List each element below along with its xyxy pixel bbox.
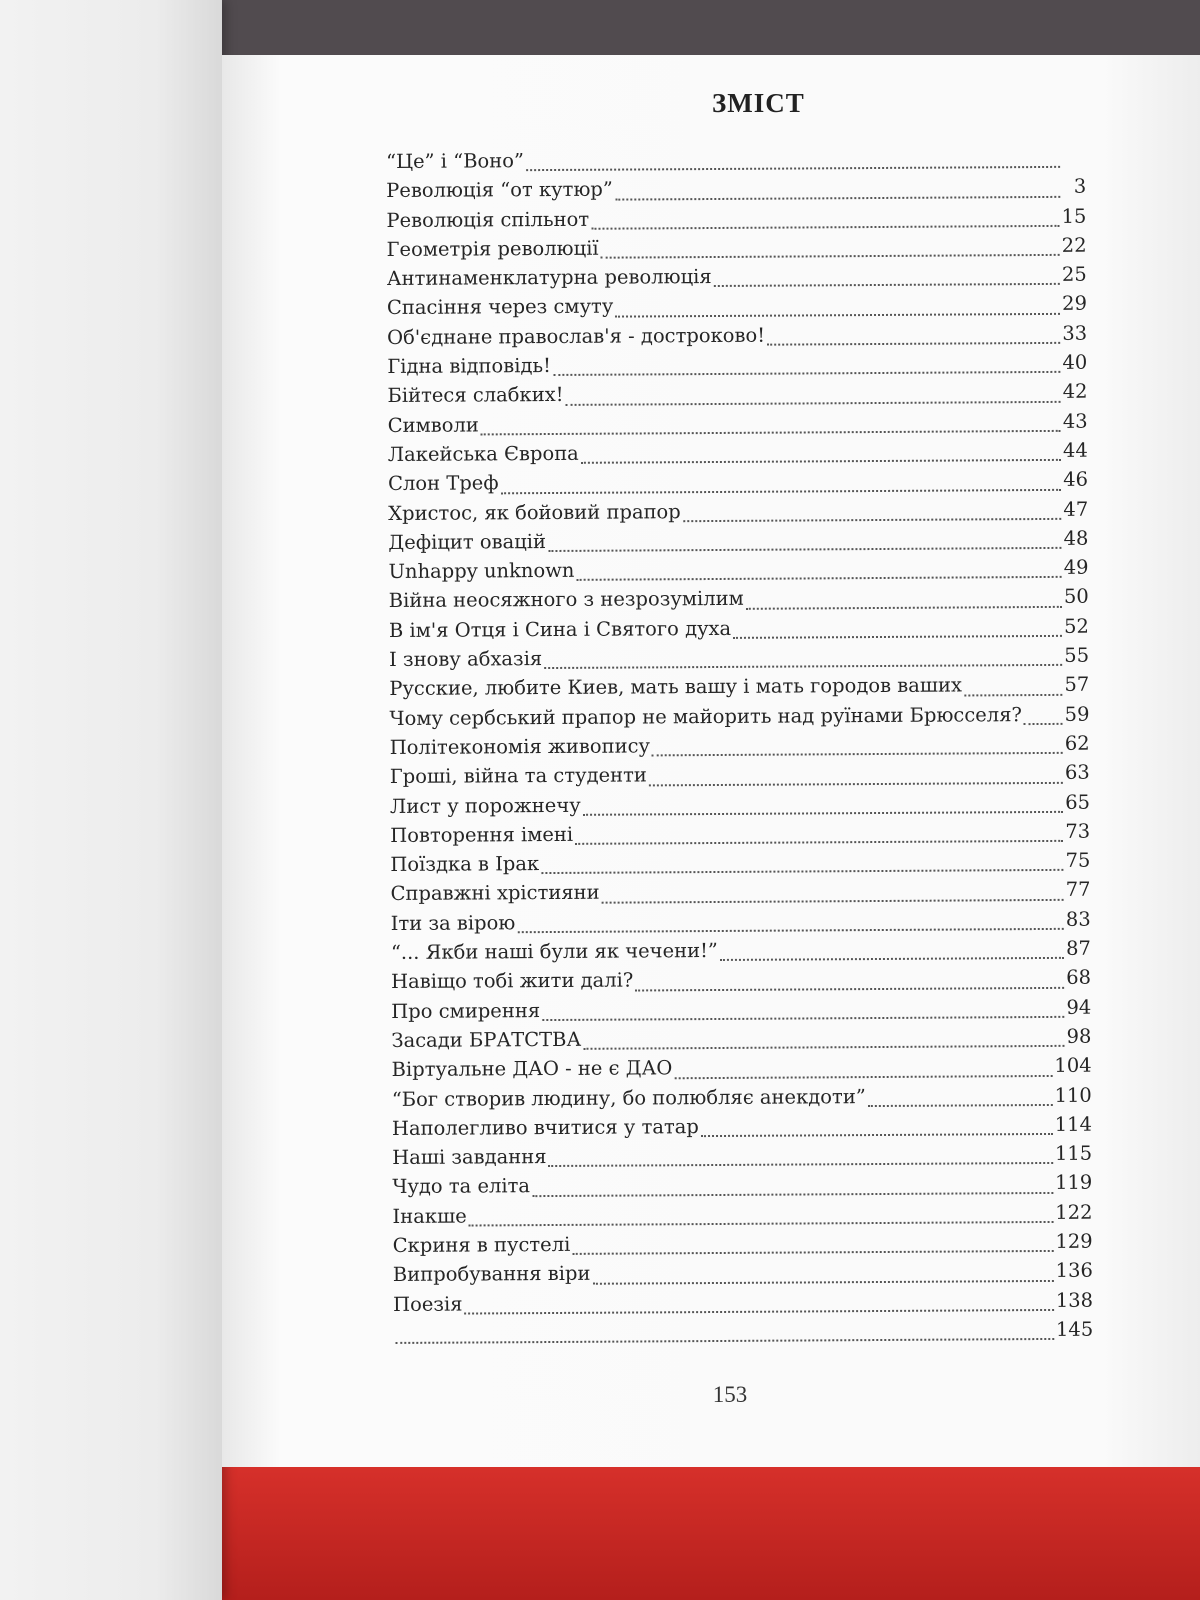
toc-entry-page: 122	[1055, 1200, 1093, 1224]
toc-entry-page: 33	[1062, 321, 1088, 345]
toc-entry-page: 115	[1054, 1141, 1093, 1166]
toc-leader-dots	[583, 810, 1064, 816]
toc-leader-dots	[566, 400, 1061, 406]
toc-entry-title: Революція “от кутюр”	[386, 177, 613, 203]
toc-entry	[390, 820, 1090, 854]
toc-entry	[389, 556, 1089, 590]
toc-leader-dots	[767, 341, 1060, 346]
toc-entry-page: 47	[1063, 497, 1089, 521]
toc-entry-title: “Це” і “Воно”	[386, 149, 525, 173]
toc-entry	[391, 907, 1091, 941]
toc-entry	[391, 937, 1091, 971]
toc-entry	[391, 1025, 1091, 1059]
toc-entry-page: 43	[1062, 409, 1088, 433]
toc-leader-dots	[868, 1103, 1053, 1107]
toc-entry-title: Антинаменклатурна революція	[386, 265, 712, 291]
toc-entry-title: Наші завдання	[392, 1145, 547, 1170]
toc-entry	[388, 468, 1088, 502]
toc-entry	[387, 292, 1087, 326]
toc-leader-dots	[576, 575, 1061, 581]
toc-entry-page: 48	[1063, 526, 1089, 550]
toc-entry-title: Наполегливо вчитися у татар	[391, 1114, 699, 1140]
toc-leader-dots	[469, 1220, 1054, 1227]
toc-entry	[392, 1083, 1092, 1117]
toc-entry-page: 3	[1073, 175, 1087, 199]
toc-leader-dots	[532, 1191, 1053, 1197]
toc-entry-title: Чому сербський прапор не майорить над руїнами Брюсселя?	[389, 702, 1022, 730]
toc-leader-dots	[591, 224, 1059, 230]
toc-entry-title: “Бог створив людину, бо полюбляє анекдоти”	[391, 1084, 866, 1111]
toc-entry-page: 59	[1064, 702, 1090, 726]
toc-leader-dots	[526, 165, 1060, 171]
toc-entry-page: 62	[1064, 731, 1090, 755]
toc-entry-title: “... Якби наші були як чечени!”	[390, 939, 718, 965]
toc-entry	[393, 1259, 1093, 1293]
left-page	[0, 0, 222, 1600]
toc-entry-title: Лист у порожнечу	[389, 793, 581, 818]
toc-entry-page: 68	[1066, 966, 1092, 990]
toc-leader-dots	[714, 282, 1060, 287]
toc-entry-title: Символи	[387, 413, 479, 437]
toc-entry-page: 46	[1063, 467, 1089, 492]
toc-entry	[393, 1288, 1093, 1322]
toc-entry	[391, 995, 1091, 1029]
toc-entry	[389, 702, 1089, 736]
toc-entry	[389, 614, 1089, 648]
toc-entry-title: Повторення імені	[390, 822, 574, 847]
toc-entry-page: 15	[1061, 204, 1087, 228]
toc-entry	[387, 380, 1087, 414]
toc-leader-dots	[553, 370, 1061, 376]
toc-entry-title: Випробування віри	[392, 1262, 591, 1287]
toc-entry-page: 83	[1065, 907, 1091, 931]
toc-entry-title: Віртуальне ДАО - не є ДАО	[391, 1056, 673, 1082]
toc-entry-page: 52	[1064, 614, 1089, 638]
toc-entry	[388, 439, 1088, 473]
toc-entry	[390, 790, 1090, 824]
toc-entry-title: Революція спільнот	[386, 207, 590, 232]
page-title: ЗМІСТ	[712, 88, 805, 118]
toc-entry-page: 29	[1062, 292, 1088, 316]
toc-entry-page: 22	[1061, 233, 1087, 257]
toc-entry-title: Гідна відповідь!	[387, 354, 551, 379]
toc-entry-page: 75	[1065, 848, 1091, 872]
toc-entry-page: 44	[1062, 438, 1088, 462]
toc-entry-title: Чудо та еліта	[392, 1174, 531, 1199]
toc-leader-dots	[465, 1308, 1054, 1315]
toc-entry	[389, 585, 1089, 619]
toc-entry	[390, 878, 1090, 912]
toc-entry	[392, 1054, 1092, 1088]
toc-entry-title: Справжні хрістияни	[390, 881, 600, 906]
toc-entry	[386, 204, 1086, 238]
toc-entry	[386, 175, 1086, 209]
toc-entry	[387, 322, 1087, 356]
toc-leader-dots	[615, 194, 1060, 200]
toc-entry	[387, 234, 1087, 268]
toc-leader-dots	[549, 1161, 1053, 1167]
toc-entry	[390, 849, 1090, 883]
toc-leader-dots	[683, 517, 1062, 522]
toc-entry-title: Гроші, війна та студенти	[389, 763, 647, 789]
toc-leader-dots	[541, 868, 1063, 874]
page-number: 153	[712, 1382, 748, 1407]
toc-entry-title: Геометрія революції	[386, 236, 599, 261]
toc-entry-page: 129	[1055, 1229, 1093, 1253]
toc-entry-page: 63	[1064, 760, 1090, 785]
toc-entry-title: І знову абхазія	[389, 647, 543, 672]
toc-entry-title: Інакше	[392, 1204, 467, 1228]
toc-entry-page: 87	[1065, 936, 1091, 960]
toc-leader-dots	[635, 985, 1064, 991]
toc-entry	[388, 497, 1088, 531]
toc-entry	[393, 1230, 1093, 1264]
toc-entry-page: 77	[1065, 878, 1091, 902]
toc-entry-title: Лакейська Європа	[387, 441, 579, 466]
toc-entry-page: 50	[1063, 585, 1089, 609]
toc-leader-dots	[544, 663, 1062, 669]
toc-leader-dots	[602, 898, 1064, 904]
toc-leader-dots	[395, 1337, 1054, 1344]
toc-leader-dots	[649, 780, 1063, 786]
toc-entry-page: 65	[1065, 790, 1091, 814]
toc-entry-title: Навіщо тобі жити далі?	[391, 968, 634, 994]
toc-leader-dots	[592, 1279, 1053, 1285]
book-cover-edge	[180, 1460, 1200, 1600]
toc-leader-dots	[746, 605, 1062, 610]
toc-leader-dots	[548, 546, 1062, 552]
toc-entry-title: Бійтеся слабких!	[387, 383, 564, 408]
toc-entry-title: В ім'я Отця і Сина і Святого духа	[388, 616, 732, 642]
toc-entry-title: Про смирення	[391, 998, 541, 1023]
toc-entry-page: 49	[1063, 555, 1089, 580]
toc-entry-page: 136	[1055, 1258, 1093, 1283]
toc-leader-dots	[581, 458, 1061, 464]
toc-entry	[389, 644, 1089, 678]
toc-leader-dots	[572, 1249, 1053, 1255]
toc-entry-title: Поезія	[392, 1292, 463, 1316]
toc-entry	[388, 409, 1088, 443]
toc-entry-title: Христос, як бойовий прапор	[388, 499, 681, 525]
toc-entry-page: 40	[1062, 350, 1088, 374]
toc-leader-dots	[575, 839, 1063, 845]
table-of-contents	[386, 146, 1093, 1351]
toc-entry-title: Слон Треф	[387, 471, 499, 496]
toc-entry-page: 138	[1055, 1288, 1094, 1312]
toc-entry-title: Дефіцит овацій	[388, 529, 547, 554]
toc-entry-title: Спасіння через смуту	[386, 295, 614, 320]
toc-entry-title: Unhappy unknown	[388, 559, 575, 584]
toc-leader-dots	[733, 634, 1062, 639]
toc-entry-page: 42	[1062, 380, 1088, 404]
toc-entry	[389, 673, 1089, 707]
toc-entry	[392, 1171, 1092, 1205]
toc-entry-page: 110	[1054, 1083, 1092, 1107]
toc-leader-dots	[1024, 722, 1063, 725]
toc-leader-dots	[542, 1015, 1064, 1021]
toc-entry-page: 145	[1055, 1317, 1094, 1341]
toc-entry-title: Русские, любите Киев, мать вашу і мать городов ваших	[389, 673, 963, 701]
toc-entry	[388, 527, 1088, 561]
toc-entry-title: Війна неосяжного з незрозумілим	[388, 587, 744, 613]
toc-entry-page: 98	[1066, 1024, 1092, 1048]
toc-entry	[393, 1318, 1093, 1352]
toc-leader-dots	[517, 927, 1064, 933]
toc-leader-dots	[652, 751, 1063, 757]
toc-entry-page: 57	[1064, 673, 1090, 697]
toc-leader-dots	[481, 429, 1061, 436]
toc-entry-title: Засади БРАТСТВА	[391, 1027, 582, 1052]
toc-leader-dots	[615, 312, 1060, 318]
toc-leader-dots	[583, 1044, 1064, 1050]
toc-entry-page: 104	[1054, 1053, 1092, 1078]
toc-entry	[386, 146, 1086, 180]
toc-entry	[390, 732, 1090, 766]
toc-entry	[392, 1113, 1092, 1147]
toc-entry-page: 73	[1065, 819, 1091, 843]
toc-entry-page: 119	[1055, 1171, 1093, 1195]
toc-entry-title: Політекономія живопису	[389, 734, 651, 759]
toc-entry-page: 114	[1054, 1112, 1093, 1136]
toc-entry-page: 55	[1064, 643, 1090, 667]
toc-leader-dots	[701, 1132, 1053, 1137]
toc-entry	[391, 966, 1091, 1000]
toc-leader-dots	[501, 487, 1062, 493]
toc-entry	[390, 761, 1090, 795]
toc-leader-dots	[674, 1073, 1052, 1078]
toc-entry	[387, 351, 1087, 385]
toc-entry	[392, 1200, 1092, 1234]
toc-entry-page: 94	[1066, 995, 1092, 1019]
toc-entry-title: Іти за вірою	[390, 910, 516, 935]
toc-leader-dots	[601, 253, 1060, 259]
toc-leader-dots	[720, 956, 1064, 961]
toc-leader-dots	[964, 693, 1063, 697]
toc-entry-title: Поїздка в Ірак	[390, 852, 540, 877]
toc-entry-title: Скриня в пустелі	[392, 1232, 571, 1257]
toc-entry	[392, 1142, 1092, 1176]
toc-entry-page: 25	[1061, 262, 1087, 287]
toc-entry-title: Об'єднане православ'я - достроково!	[387, 323, 766, 349]
toc-entry	[387, 263, 1087, 297]
